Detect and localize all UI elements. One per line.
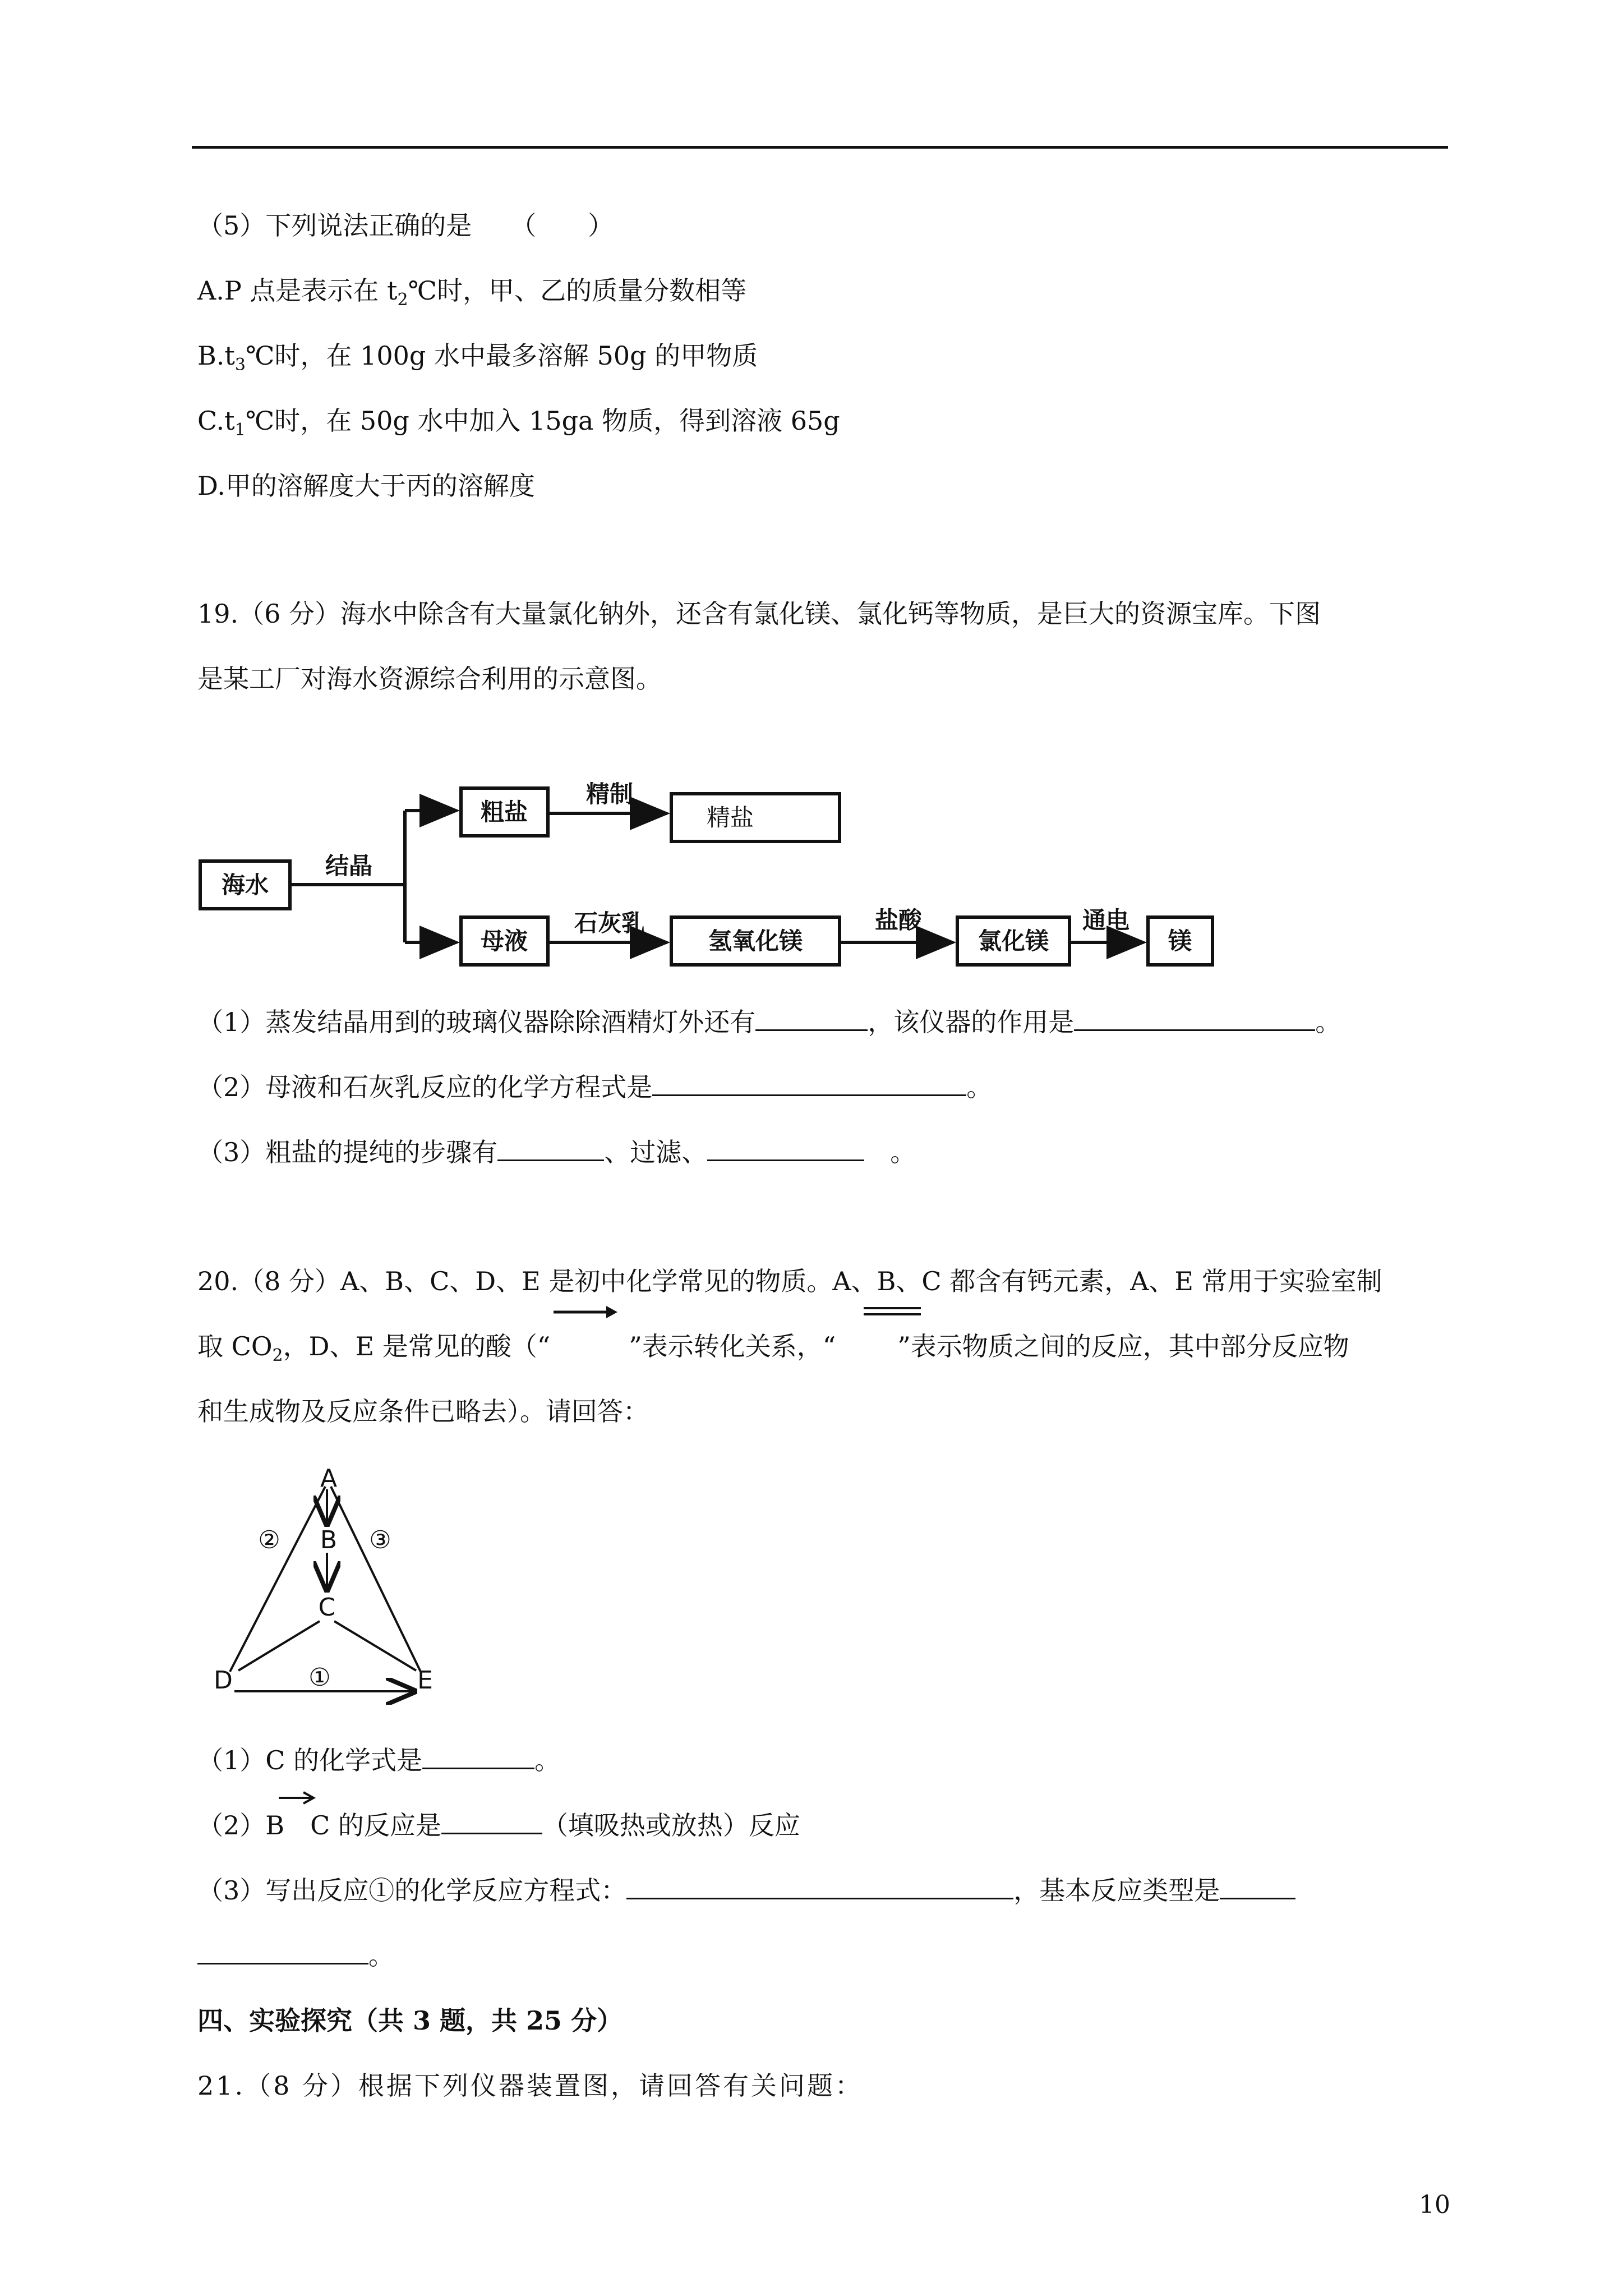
answer-blank — [652, 1073, 966, 1096]
answer-blank — [707, 1138, 864, 1161]
node-d: D — [214, 1666, 233, 1695]
answer-blank — [197, 1941, 368, 1964]
box-fine-salt — [671, 794, 840, 841]
label-lime-milk: 石灰乳 — [574, 909, 645, 937]
q20-intro-line2: 取 $CO_2$，D、E 是常见的酸（“ ”表示转化关系，“ ”表示物质之间的反应，其中部分反应物 — [197, 1331, 1349, 1366]
q18-5-stem: （5）下列说法正确的是 （ ） — [197, 210, 614, 241]
answer-blank — [1220, 1876, 1295, 1899]
q18-5-option-d: D.甲的溶解度大于丙的溶解度 — [197, 471, 535, 501]
label-refine: 精制 — [585, 780, 634, 808]
label-crude-salt: 粗盐 — [480, 798, 528, 826]
q19-intro-line2: 是某工厂对海水资源综合利用的示意图。 — [197, 664, 662, 694]
q18-5-option-a: A.P 点是表示在 $t_2℃$时，甲、乙的质量分数相等 — [197, 275, 747, 310]
conversion-arrow-symbol — [552, 1304, 620, 1320]
q21-intro: 21.（8 分）根据下列仪器装置图，请回答有关问题： — [197, 2070, 864, 2101]
answer-blank — [1074, 1008, 1315, 1031]
q20-part2: （2）B C 的反应是 （填吸热或放热）反应 — [197, 1810, 800, 1841]
q18-5-option-b: $B.t_3℃$时，在 100g 水中最多溶解 50g 的甲物质 — [197, 341, 758, 375]
b-to-c-arrow-symbol — [278, 1791, 317, 1805]
node-a: A — [320, 1464, 338, 1493]
seawater-flow-diagram — [197, 774, 1263, 982]
label-electrolysis: 通电 — [1082, 907, 1130, 934]
node-b: B — [320, 1526, 338, 1554]
answer-blank — [626, 1876, 1013, 1899]
page-number: 10 — [1419, 2191, 1450, 2219]
label-mg-hydroxide: 氢氧化镁 — [708, 927, 803, 955]
label-seawater: 海水 — [221, 871, 269, 899]
q19-part1: （1）蒸发结晶用到的玻璃仪器除除酒精灯外还有 ，该仪器的作用是 。 — [197, 1007, 1341, 1037]
q19-part3: （3）粗盐的提纯的步骤有 、过滤、 。 — [197, 1137, 916, 1167]
header-rule — [192, 146, 1448, 149]
abcde-relation-diagram — [208, 1464, 460, 1705]
label-hydrochloric: 盐酸 — [874, 907, 923, 934]
reaction-3-label: ③ — [369, 1526, 391, 1554]
section-4-heading: 四、实验探究（共 3 题，共 25 分） — [197, 2005, 623, 2036]
q18-5-option-c: $C.t_1℃$时，在 50g 水中加入 15ga 物质，得到溶液 65g — [197, 406, 840, 440]
answer-blank — [441, 1811, 542, 1834]
reaction-2-label: ② — [258, 1526, 280, 1554]
q19-intro-line1: 19.（6 分）海水中除含有大量氯化钠外，还含有氯化镁、氯化钙等物质，是巨大的资源宝库。下图 — [197, 599, 1321, 629]
label-magnesium: 镁 — [1168, 927, 1192, 955]
q20-part3-cont: 。 — [197, 1939, 394, 1972]
reaction-1-label: ① — [308, 1663, 331, 1692]
q20-part3: （3）写出反应①的化学反应方程式： ，基本反应类型是 — [197, 1874, 1295, 1907]
q19-part2: （2）母液和石灰乳反应的化学方程式是 。 — [197, 1072, 993, 1102]
q20-intro-line1: 20.（8 分）A、B、C、D、E 是初中化学常见的物质。A、B、C 都含有钙元素，A、E 常用于实验室制 — [197, 1266, 1382, 1296]
answer-blank — [422, 1746, 534, 1769]
reaction-line-symbol — [863, 1305, 924, 1318]
label-mg-chloride: 氯化镁 — [978, 927, 1049, 955]
answer-blank — [755, 1008, 868, 1031]
node-e: E — [417, 1666, 433, 1695]
node-c: C — [318, 1593, 336, 1622]
q20-intro-line3: 和生成物及反应条件已略去）。请回答： — [197, 1396, 649, 1427]
label-crystallize: 结晶 — [325, 852, 373, 880]
q20-part1: （1）C 的化学式是 。 — [197, 1745, 561, 1775]
label-fine-salt: 精盐 — [706, 804, 754, 831]
label-mother-liquor: 母液 — [480, 927, 528, 955]
answer-blank — [497, 1138, 604, 1161]
